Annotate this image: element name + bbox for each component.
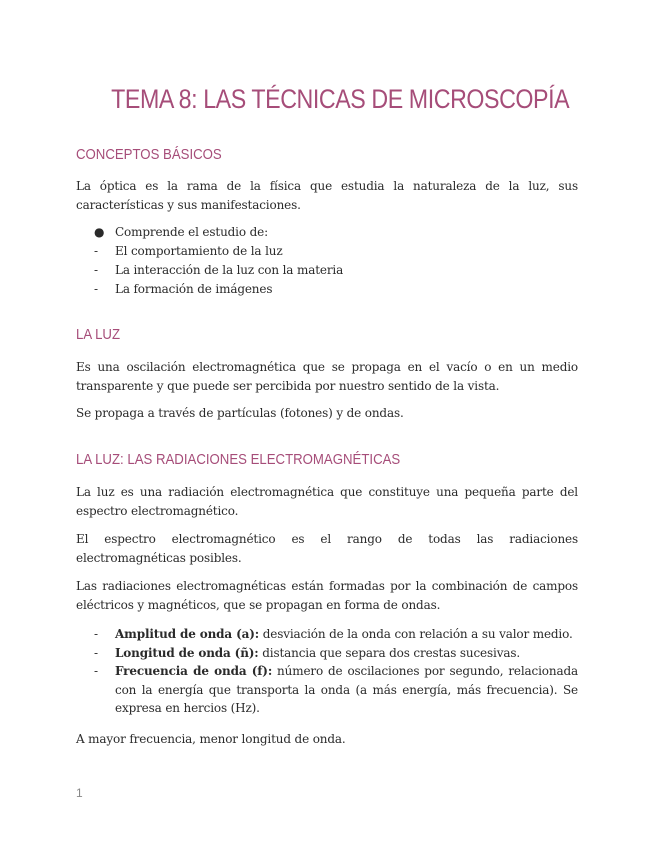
definition-text: número de oscilaciones por segundo, relacionada con la energía que transporta la onda (a más energía, más frecuencia). Se expresa en hercios (Hz). xyxy=(115,664,578,715)
definition-frecuencia xyxy=(76,662,578,718)
paragraph-optica: La óptica es la rama de la física que estudia la naturaleza de la luz, sus características y sus manifestaciones. xyxy=(76,179,578,212)
paragraph-campos: Las radiaciones electromagnéticas están formadas por la combinación de campos eléctricos y magnéticos, que se propagan en forma de ondas. xyxy=(76,579,578,612)
page-title: TEMA 8: LAS TÉCNICAS DE MICROSCOPÍA xyxy=(111,84,570,114)
dash-icon: - xyxy=(94,664,98,678)
list-item: ● Comprende el estudio de: xyxy=(76,223,578,242)
paragraph-conclusion: A mayor frecuencia, menor longitud de onda. xyxy=(76,732,346,746)
dash-icon: - xyxy=(94,263,98,277)
page-number: 1 xyxy=(76,786,83,800)
paragraph-espectro: El espectro electromagnético es el rango de todas las radiaciones electromagnéticas posibles. xyxy=(76,532,578,565)
definition-term: Frecuencia de onda (f): xyxy=(115,664,273,678)
bullet-icon: ● xyxy=(94,225,105,239)
definition-longitud xyxy=(76,644,578,663)
definition-term: Amplitud de onda (a): xyxy=(115,627,260,641)
definition-amplitud xyxy=(76,625,578,644)
list-item: - El comportamiento de la luz xyxy=(76,242,578,261)
definition-term: Longitud de onda (ñ): xyxy=(115,646,259,660)
section-heading-conceptos: CONCEPTOS BÁSICOS xyxy=(76,146,222,163)
paragraph-oscilacion: Es una oscilación electromagnética que se propaga en el vacío o en un medio transparente y que puede ser percibida por nuestro sentido de la vista. xyxy=(76,360,578,393)
section-heading-la-luz: LA LUZ xyxy=(76,326,121,343)
paragraph-propagacion: Se propaga a través de partículas (fotones) y de ondas. xyxy=(76,406,404,420)
paragraph-radiacion: La luz es una radiación electromagnética que constituye una pequeña parte del espectro electromagnético. xyxy=(76,485,578,518)
definition-text: distancia que separa dos crestas sucesivas. xyxy=(258,646,521,660)
dash-icon: - xyxy=(94,627,98,641)
dash-icon: - xyxy=(94,282,98,296)
list-item: - La interacción de la luz con la materia xyxy=(76,261,578,280)
list-item: - La formación de imágenes xyxy=(76,280,578,299)
dash-icon: - xyxy=(94,646,98,660)
definition-text: desviación de la onda con relación a su valor medio. xyxy=(259,627,573,641)
section-heading-radiaciones: LA LUZ: LAS RADIACIONES ELECTROMAGNÉTICAS xyxy=(76,451,401,468)
dash-icon: - xyxy=(94,244,98,258)
